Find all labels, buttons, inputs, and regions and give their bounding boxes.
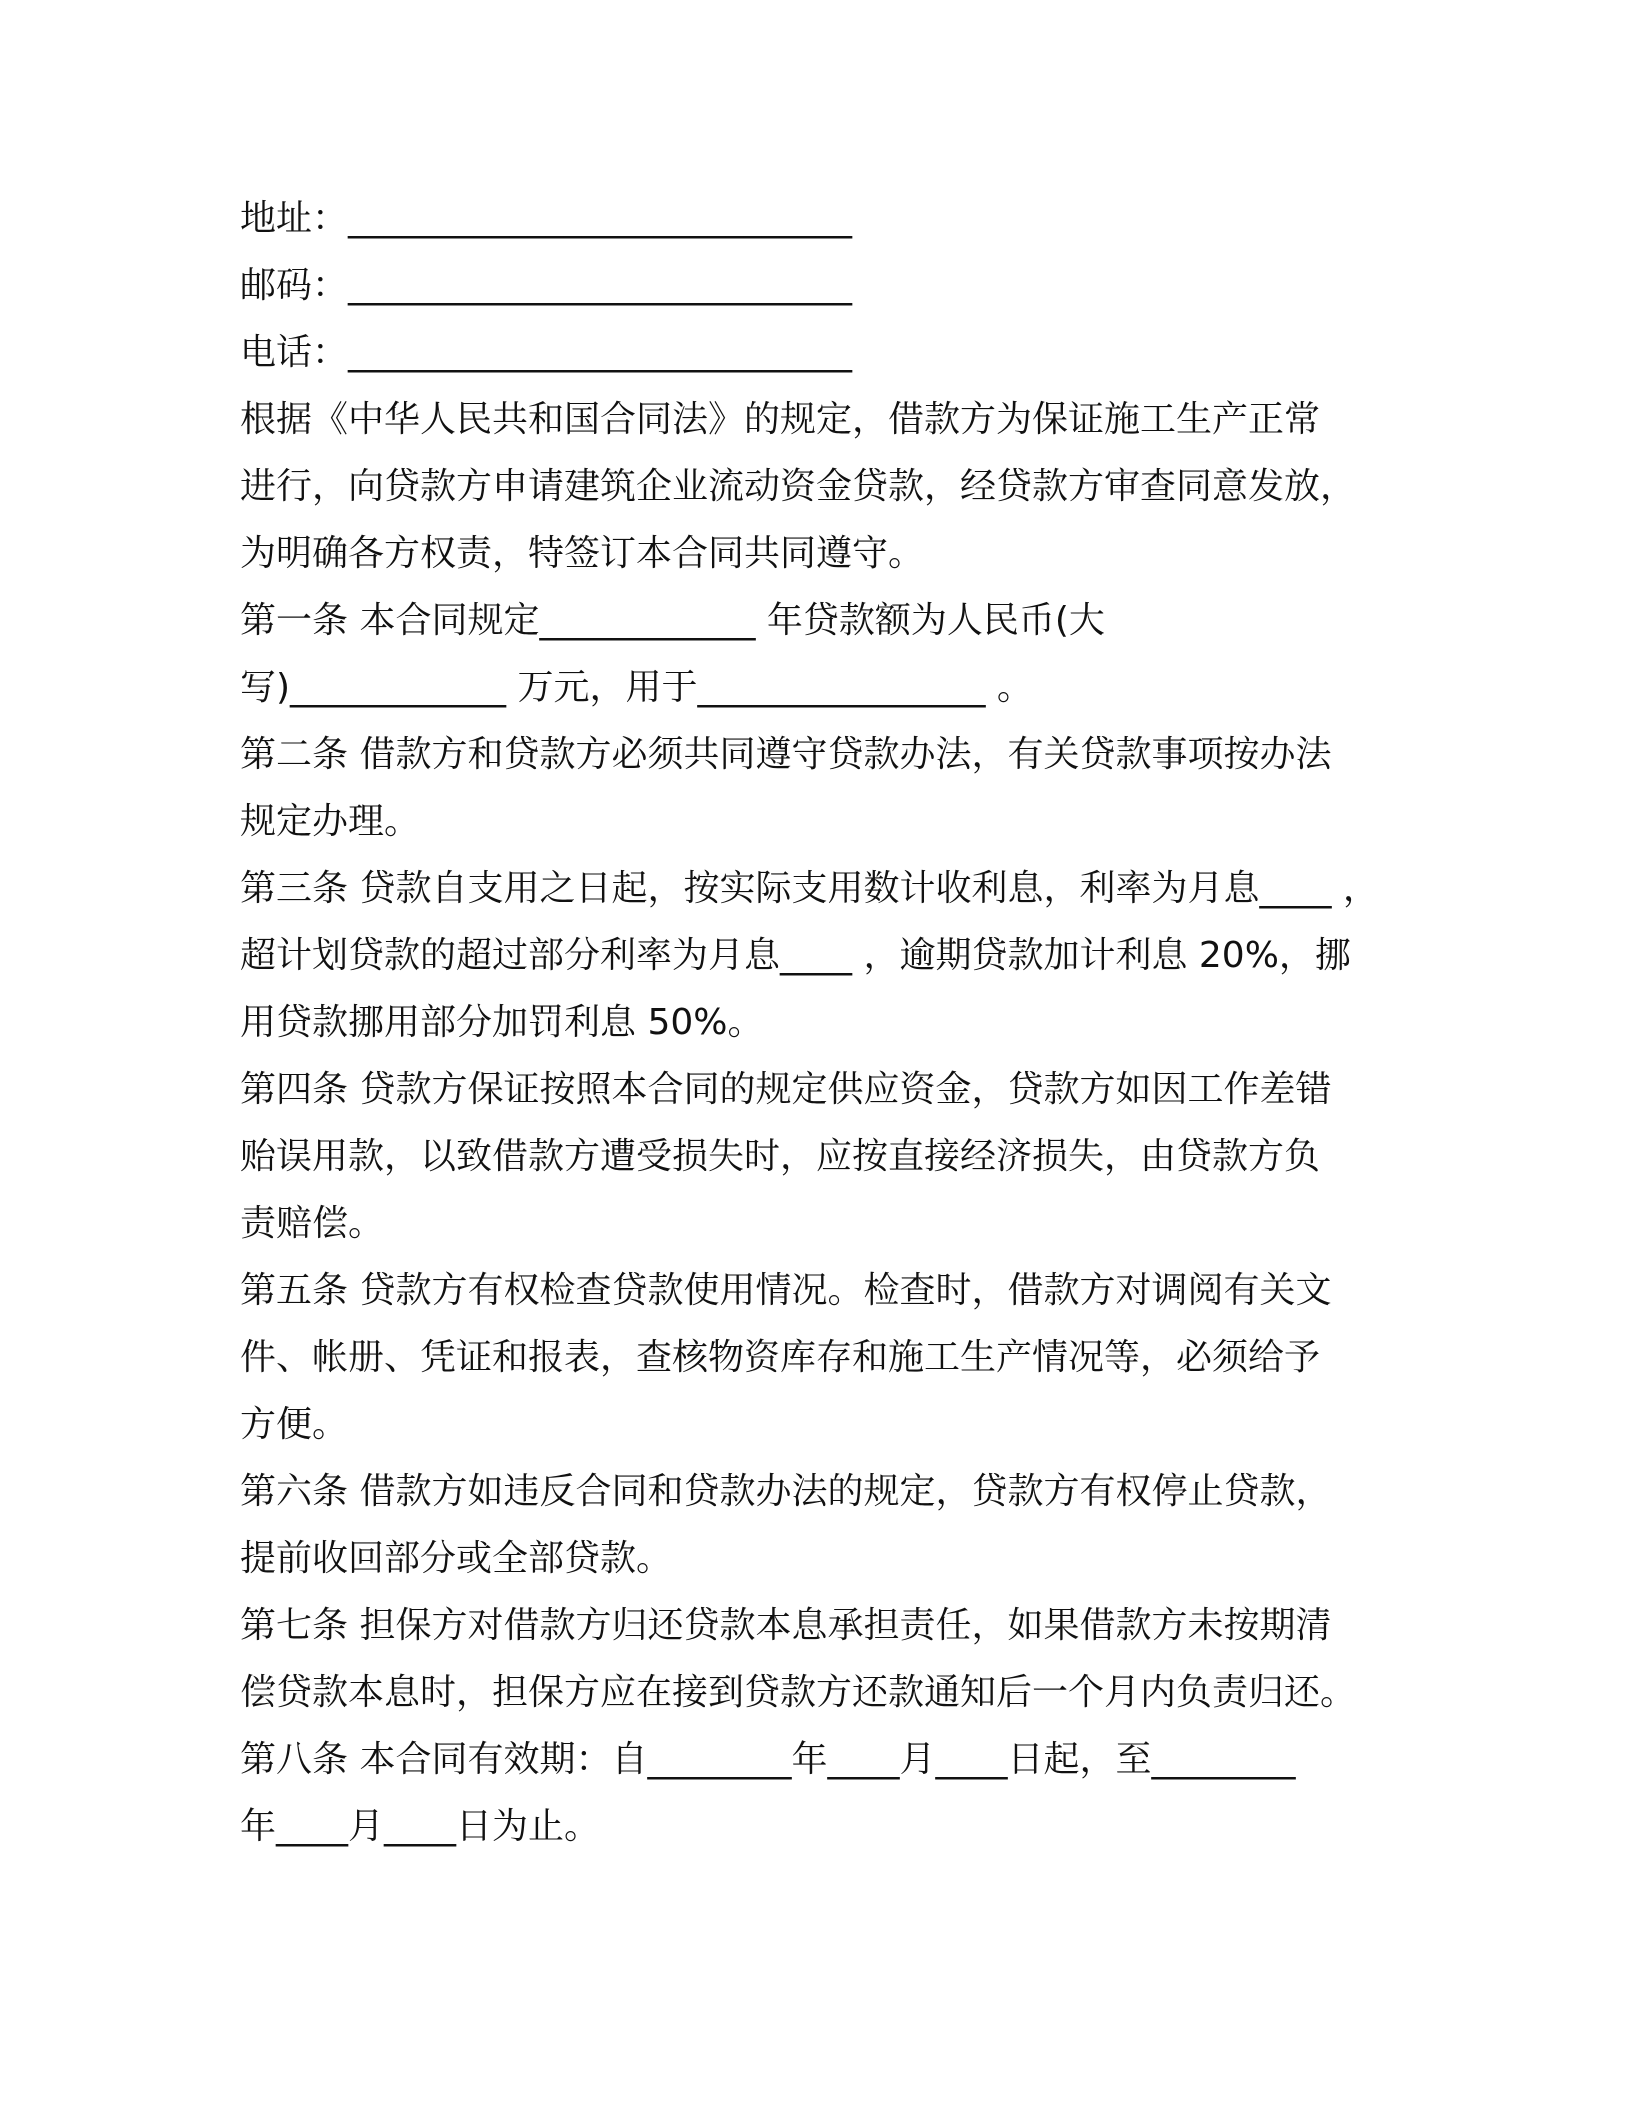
article-6-line-1: 第六条 借款方如违反合同和贷款办法的规定，贷款方有权停止贷款， bbox=[240, 1471, 1332, 1512]
article-3-line-3: 用贷款挪用部分加罚利息 50%。 bbox=[240, 1002, 764, 1043]
preamble-line-2: 进行，向贷款方申请建筑企业流动资金贷款，经贷款方审查同意发放， bbox=[240, 466, 1357, 507]
phone-line: 电话：____________________________ bbox=[240, 332, 853, 373]
article-5-line-1: 第五条 贷款方有权检查贷款使用情况。检查时，借款方对调阅有关文 bbox=[240, 1270, 1332, 1311]
article-8-line-1: 第八条 本合同有效期：自________年____月____日起，至________ bbox=[240, 1739, 1296, 1780]
address-line: 地址：____________________________ bbox=[240, 198, 853, 239]
article-7-line-2: 偿贷款本息时，担保方应在接到贷款方还款通知后一个月内负责归还。 bbox=[240, 1672, 1357, 1713]
preamble-line-3: 为明确各方权责，特签订本合同共同遵守。 bbox=[240, 533, 925, 574]
article-4-line-1: 第四条 贷款方保证按照本合同的规定供应资金，贷款方如因工作差错 bbox=[240, 1069, 1332, 1110]
article-1-line-1: 第一条 本合同规定____________ 年贷款额为人民币(大 bbox=[240, 600, 1105, 641]
article-6-line-2: 提前收回部分或全部贷款。 bbox=[240, 1538, 673, 1579]
contract-body bbox=[240, 185, 1410, 1860]
article-5-line-2: 件、帐册、凭证和报表，查核物资库存和施工生产情况等，必须给予 bbox=[240, 1337, 1321, 1378]
article-8-line-2: 年____月____日为止。 bbox=[240, 1806, 601, 1847]
article-1-line-2: 写)____________ 万元，用于________________ 。 bbox=[240, 667, 1033, 708]
article-7-line-1: 第七条 担保方对借款方归还贷款本息承担责任，如果借款方未按期清 bbox=[240, 1605, 1332, 1646]
article-3-line-1: 第三条 贷款自支用之日起，按实际支用数计收利息，利率为月息____ ， bbox=[240, 868, 1379, 909]
article-2-line-1: 第二条 借款方和贷款方必须共同遵守贷款办法，有关贷款事项按办法 bbox=[240, 734, 1332, 775]
article-3-line-2: 超计划贷款的超过部分利率为月息____ ，逾期贷款加计利息 20%，挪 bbox=[240, 935, 1351, 976]
article-2-line-2: 规定办理。 bbox=[240, 801, 421, 842]
preamble-line-1: 根据《中华人民共和国合同法》的规定，借款方为保证施工生产正常 bbox=[240, 399, 1321, 440]
article-4-line-3: 责赔偿。 bbox=[240, 1203, 385, 1244]
article-4-line-2: 贻误用款，以致借款方遭受损失时，应按直接经济损失，由贷款方负 bbox=[240, 1136, 1321, 1177]
article-5-line-3: 方便。 bbox=[240, 1404, 349, 1445]
postcode-line: 邮码：____________________________ bbox=[240, 265, 853, 306]
